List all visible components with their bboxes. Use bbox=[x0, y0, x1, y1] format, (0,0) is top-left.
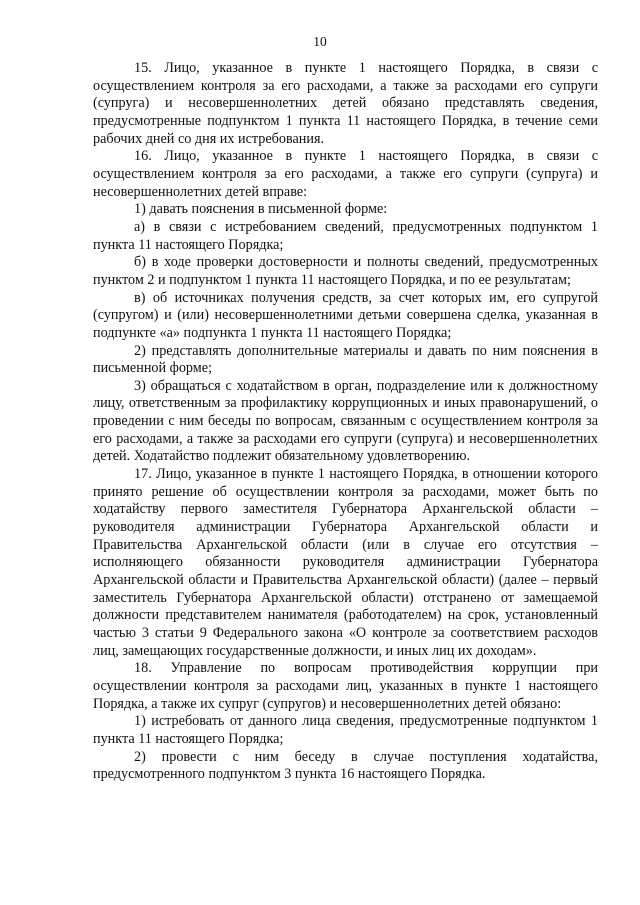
paragraph-18: 18. Управление по вопросам противодействия коррупции при осуществлении контроля за расходами лиц, указанных в пункте 1 настоящего Порядка, а также их супруг (супругов) и несовершеннолетних детей обязано: bbox=[93, 660, 598, 712]
paragraph-16: 16. Лицо, указанное в пункте 1 настоящего Порядка, в связи с осуществлением контроля за его расходами, а также его супруги (супруга) и несовершеннолетних детей вправе: bbox=[93, 148, 598, 200]
paragraph-16-item-1: 1) давать пояснения в письменной форме: bbox=[134, 201, 388, 218]
paragraph-18-item-2: 2) провести с ним беседу в случае поступления ходатайства, предусмотренного подпунктом 3 пункта 16 настоящего Порядка. bbox=[93, 748, 598, 783]
paragraph-16-item-1b: б) в ходе проверки достоверности и полноты сведений, предусмотренных пунктом 2 и подпунктом 1 пункта 11 настоящего Порядка, и по ее результатам; bbox=[93, 254, 598, 288]
paragraph-16-item-1c: в) об источниках получения средств, за счет которых им, его супругой (супругом) и (или) несовершеннолетними детьми совершена сделка, указанная в подпункте «а» подпункта 1 пункта 11 настоящего Порядка; bbox=[93, 289, 598, 341]
paragraph-16-item-1a: а) в связи с истребованием сведений, предусмотренных подпунктом 1 пункта 11 настоящего Порядка; bbox=[93, 218, 598, 253]
page-number: 10 bbox=[313, 34, 327, 49]
paragraph-15: 15. Лицо, указанное в пункте 1 настоящего Порядка, в связи с осуществлением контроля за его расходами, а также за расходами его супруги (супруга) и несовершеннолетних детей обязано представлять сведения, предусмотренные подпунктом 1 пункта 11 настоящего Порядка, в течение семи рабочих дней со дня их истребования. bbox=[93, 60, 598, 147]
paragraph-16-item-3: 3) обращаться с ходатайством в орган, подразделение или к должностному лицу, ответственным за профилактику коррупционных и иных правонарушений, о проведении с ним беседы по вопросам, связанным с осуществлением контроля за его расходами, а также за расходами его супруги (супруга) и несовершеннолетних детей. Ходатайство подлежит обязательному удовлетворению. bbox=[93, 377, 598, 465]
paragraph-18-item-1: 1) истребовать от данного лица сведения, предусмотренные подпунктом 1 пункта 11 настоящего Порядка; bbox=[93, 713, 598, 747]
paragraph-16-item-2: 2) представлять дополнительные материалы и давать по ним пояснения в письменной форме; bbox=[93, 342, 598, 377]
paragraph-17: 17. Лицо, указанное в пункте 1 настоящего Порядка, в отношении которого принято решение об осуществлении контроля за расходами, может быть по ходатайству первого заместителя Губернатора Архангельской области – руководителя администрации Губернатора Архангельской области и Правительства Архангельской области (или в случае его отсутствия – исполняющего обязанности руководителя администрации Губернатора Архангельской области и Правительства Архангельской области) (далее – первый заместитель Губернатора Архангельской области) отстранено от замещаемой должности представителем нанимателя (работодателем) на срок, установленный частью 3 статьи 9 Федерального закона «О контроле за соответствием расходов лиц, замещающих государственные должности, и иных лиц их доходам». bbox=[93, 466, 598, 659]
document-body bbox=[93, 60, 598, 784]
